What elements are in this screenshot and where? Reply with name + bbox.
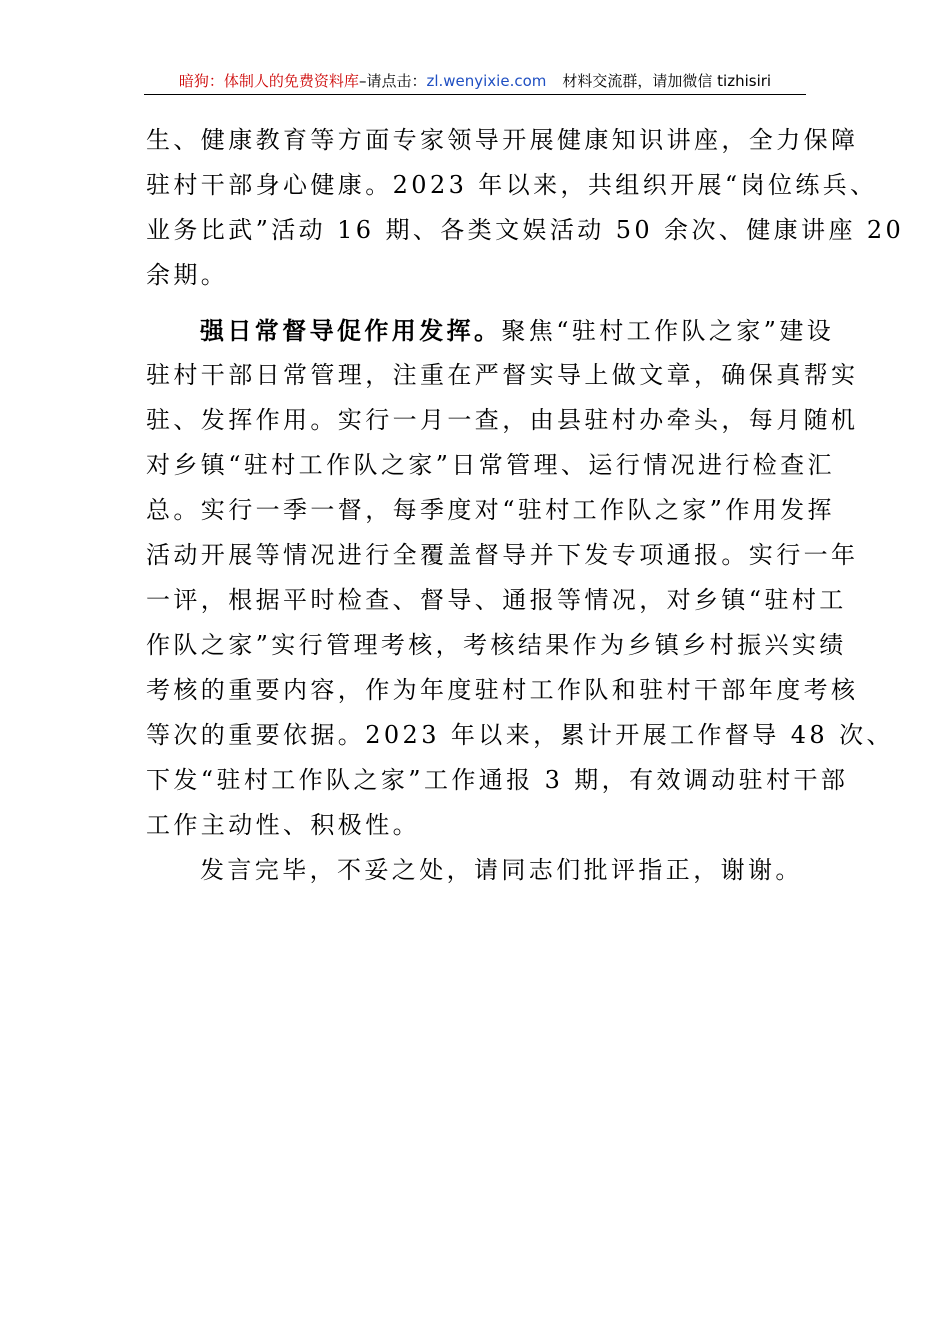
- paragraph-1-line: 生、健康教育等方面专家领导开展健康知识讲座，全力保障: [146, 126, 859, 154]
- paragraph-3-line: 发言完毕，不妥之处，请同志们批评指正，谢谢。: [200, 856, 803, 884]
- paragraph-2-heading: 强日常督导促作用发挥。: [200, 316, 502, 345]
- paragraph-2-line: 作队之家”实行管理考核，考核结果作为乡镇乡村振兴实绩: [146, 631, 847, 659]
- paragraph-2-line: 一评，根据平时检查、督导、通报等情况，对乡镇“驻村工: [146, 586, 847, 614]
- paragraph-1-line: 驻村干部身心健康。2023 年以来，共组织开展“岗位练兵、: [146, 171, 878, 199]
- paragraph-1: [146, 118, 905, 298]
- paragraph-2: [146, 308, 894, 848]
- header-group-note: 材料交流群，请加微信 tizhisiri: [562, 72, 772, 90]
- paragraph-2-line: 考核的重要内容，作为年度驻村工作队和驻村干部年度考核: [146, 676, 859, 704]
- document-body: [146, 118, 905, 893]
- paragraph-1-line: 业务比武”活动 16 期、各类文娱活动 50 余次、健康讲座 20: [146, 216, 905, 244]
- page-header: [144, 68, 806, 95]
- paragraph-3: [146, 848, 810, 893]
- paragraph-2-line: 驻、发挥作用。实行一月一查，由县驻村办牵头，每月随机: [146, 406, 859, 434]
- paragraph-2-line: 总。实行一季一督，每季度对“驻村工作队之家”作用发挥: [146, 496, 835, 524]
- paragraph-2-line: 下发“驻村工作队之家”工作通报 3 期，有效调动驻村干部: [146, 766, 849, 794]
- paragraph-2-line: 驻村干部日常管理，注重在严督实导上做文章，确保真帮实: [146, 361, 859, 389]
- paragraph-2-line: 工作主动性、积极性。: [146, 811, 420, 839]
- paragraph-2-line: 活动开展等情况进行全覆盖督导并下发专项通报。实行一年: [146, 541, 859, 569]
- paragraph-1-line: 余期。: [146, 261, 229, 289]
- header-url-link[interactable]: zl.wenyixie.com: [426, 72, 547, 90]
- paragraph-2-first-line: [146, 308, 835, 353]
- paragraph-2-line: 等次的重要依据。2023 年以来，累计开展工作督导 48 次、: [146, 721, 894, 749]
- header-site-name: 暗狗：体制人的免费资料库: [178, 72, 359, 90]
- paragraph-2-first-line-text: 聚焦“驻村工作队之家”建设: [501, 317, 835, 345]
- paragraph-2-line: 对乡镇“驻村工作队之家”日常管理、运行情况进行检查汇: [146, 451, 835, 479]
- header-click-prompt: –请点击：: [358, 72, 427, 90]
